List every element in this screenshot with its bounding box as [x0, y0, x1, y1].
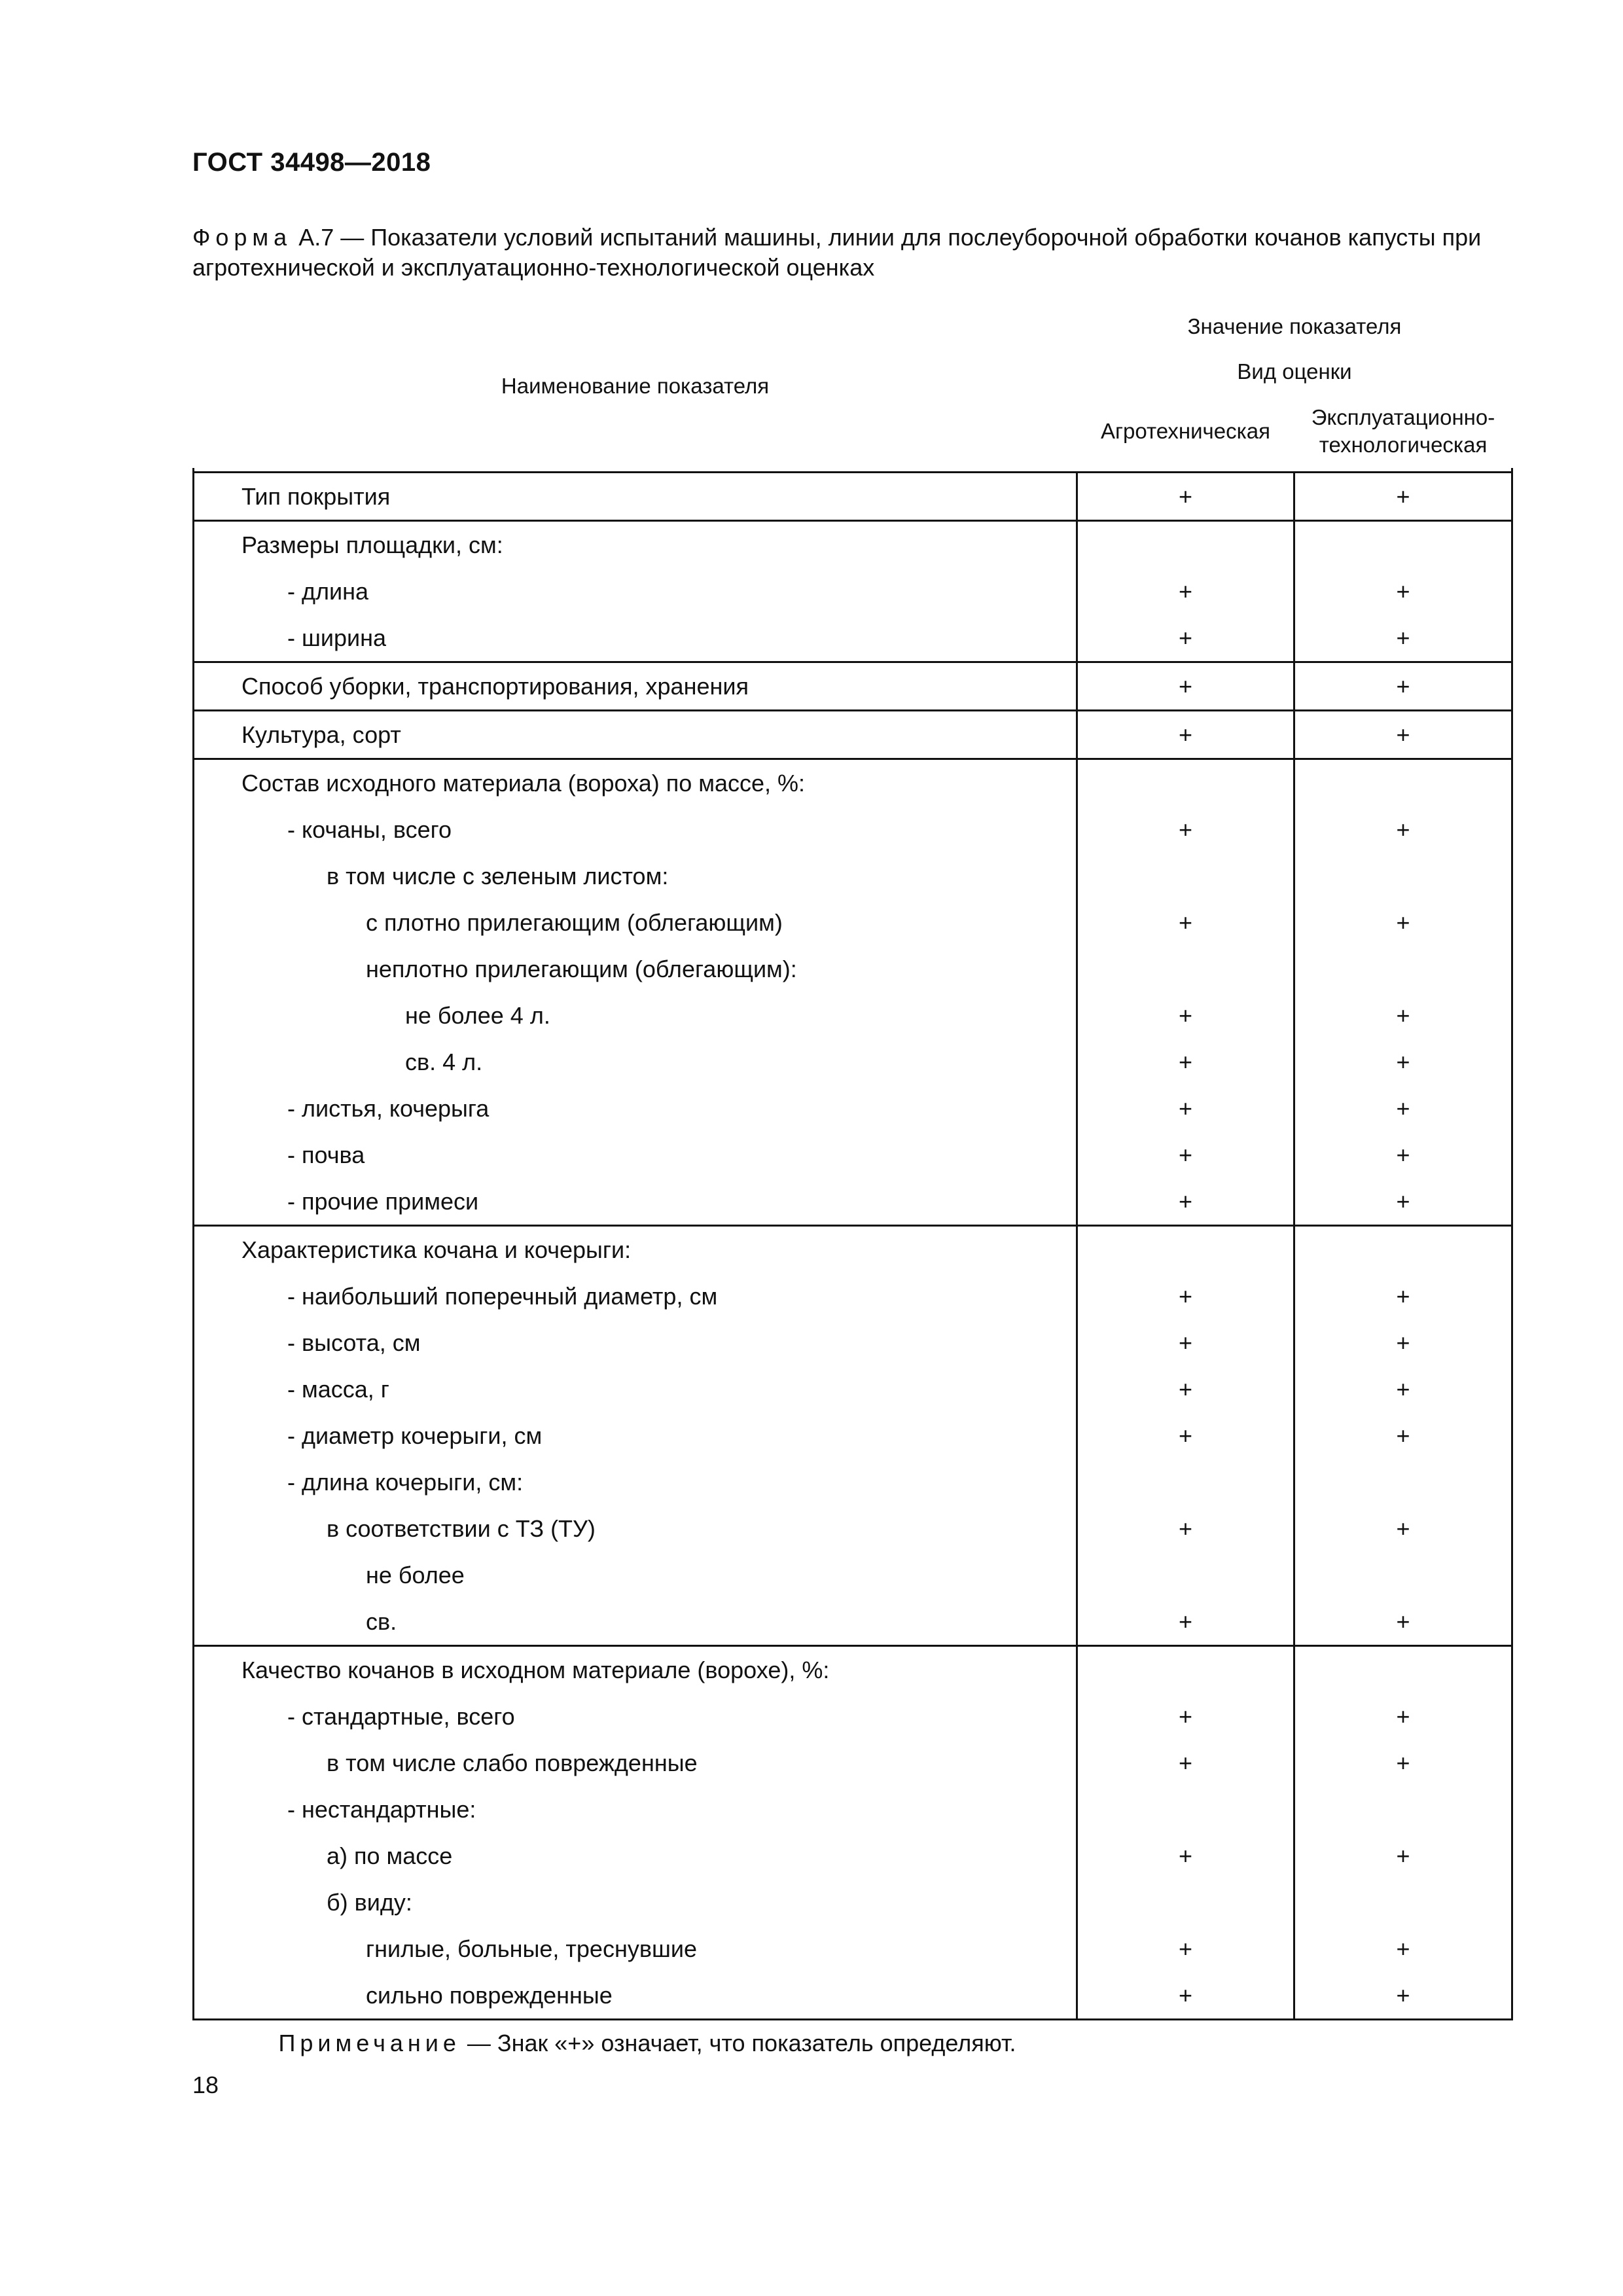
- expl-value: +: [1294, 1926, 1512, 1972]
- indicator-name: в соответствии с ТЗ (ТУ): [194, 1505, 1077, 1552]
- agro-value: +: [1077, 1273, 1294, 1319]
- indicator-name: Размеры площадки, см:: [194, 521, 1077, 569]
- indicator-name: с плотно прилегающим (облегающим): [194, 899, 1077, 946]
- table-row: [194, 1366, 1512, 1412]
- agro-value: +: [1077, 473, 1294, 521]
- row-group: [194, 662, 1512, 711]
- indicator-name: - кочаны, всего: [194, 806, 1077, 853]
- row-group: [194, 1646, 1512, 2020]
- agro-value: [1077, 1459, 1294, 1505]
- indicator-name: Качество кочанов в исходном материале (ворохе), %:: [194, 1646, 1077, 1694]
- indicator-name: - прочие примеси: [194, 1178, 1077, 1226]
- column-header-expl-line2: технологическая: [1319, 432, 1488, 457]
- agro-value: +: [1077, 1366, 1294, 1412]
- indicator-name: Состав исходного материала (вороха) по массе, %:: [194, 759, 1077, 807]
- page-number: 18: [192, 2072, 219, 2098]
- agro-value: +: [1077, 806, 1294, 853]
- row-group: [194, 521, 1512, 662]
- column-header-name: Наименование показателя: [501, 374, 770, 398]
- table-head: [194, 304, 1512, 473]
- agro-value: [1077, 853, 1294, 899]
- table-row: [194, 521, 1512, 569]
- table-row: [194, 1926, 1512, 1972]
- agro-value: +: [1077, 1039, 1294, 1085]
- table-row: [194, 1786, 1512, 1833]
- table-row: [194, 615, 1512, 662]
- agro-value: +: [1077, 899, 1294, 946]
- agro-value: +: [1077, 1972, 1294, 2020]
- agro-value: +: [1077, 1505, 1294, 1552]
- indicator-name: Способ уборки, транспортирования, хранения: [194, 662, 1077, 711]
- column-header-kind: Вид оценки: [1237, 359, 1352, 384]
- indicator-name: Характеристика кочана и кочерыги:: [194, 1226, 1077, 1274]
- expl-value: +: [1294, 1598, 1512, 1646]
- indicator-name: - почва: [194, 1132, 1077, 1178]
- agro-value: +: [1077, 711, 1294, 759]
- column-header-value: Значение показателя: [1187, 314, 1402, 339]
- agro-value: [1077, 521, 1294, 569]
- table-row: [194, 1879, 1512, 1926]
- agro-value: +: [1077, 1178, 1294, 1226]
- table-row: [194, 806, 1512, 853]
- column-header-agro: Агротехническая: [1101, 418, 1270, 443]
- indicator-name: - листья, кочерыга: [194, 1085, 1077, 1132]
- agro-value: +: [1077, 1412, 1294, 1459]
- expl-value: +: [1294, 615, 1512, 662]
- indicator-name: в том числе с зеленым листом:: [194, 853, 1077, 899]
- table-row: [194, 1226, 1512, 1274]
- agro-value: +: [1077, 1926, 1294, 1972]
- form-caption: [192, 223, 1534, 283]
- expl-value: +: [1294, 992, 1512, 1039]
- table-row: [194, 1693, 1512, 1740]
- indicator-name: - диаметр кочерыги, см: [194, 1412, 1077, 1459]
- table-row: [194, 662, 1512, 711]
- table-row: [194, 759, 1512, 807]
- agro-value: [1077, 1879, 1294, 1926]
- indicators-table: [192, 304, 1513, 2066]
- indicator-name: св.: [194, 1598, 1077, 1646]
- indicator-name: - высота, см: [194, 1319, 1077, 1366]
- table-row: [194, 992, 1512, 1039]
- table-row: [194, 1412, 1512, 1459]
- agro-value: +: [1077, 662, 1294, 711]
- indicator-name: - масса, г: [194, 1366, 1077, 1412]
- table-row: [194, 1972, 1512, 2020]
- indicator-name: а) по массе: [194, 1833, 1077, 1879]
- agro-value: +: [1077, 1132, 1294, 1178]
- expl-value: +: [1294, 1972, 1512, 2020]
- agro-value: +: [1077, 992, 1294, 1039]
- note-word: Примечание: [278, 2030, 461, 2056]
- indicator-name: неплотно прилегающим (облегающим):: [194, 946, 1077, 992]
- table-row: [194, 1132, 1512, 1178]
- expl-value: +: [1294, 473, 1512, 521]
- agro-value: +: [1077, 1319, 1294, 1366]
- table-row: [194, 1319, 1512, 1366]
- indicator-name: в том числе слабо поврежденные: [194, 1740, 1077, 1786]
- table-row: [194, 853, 1512, 899]
- expl-value: +: [1294, 1693, 1512, 1740]
- table-row: [194, 1178, 1512, 1226]
- row-group: [194, 1226, 1512, 1646]
- indicator-name: - длина: [194, 568, 1077, 615]
- form-word: Форма: [192, 224, 293, 251]
- indicator-name: не более: [194, 1552, 1077, 1598]
- table-row: [194, 473, 1512, 521]
- expl-value: +: [1294, 806, 1512, 853]
- expl-value: +: [1294, 899, 1512, 946]
- expl-value: +: [1294, 1132, 1512, 1178]
- indicator-name: - ширина: [194, 615, 1077, 662]
- expl-value: +: [1294, 568, 1512, 615]
- indicator-name: - наибольший поперечный диаметр, см: [194, 1273, 1077, 1319]
- expl-value: +: [1294, 1740, 1512, 1786]
- table-row: [194, 1598, 1512, 1646]
- agro-value: [1077, 759, 1294, 807]
- expl-value: +: [1294, 1833, 1512, 1879]
- table-row: [194, 1740, 1512, 1786]
- agro-value: +: [1077, 615, 1294, 662]
- indicator-name: б) виду:: [194, 1879, 1077, 1926]
- expl-value: [1294, 1226, 1512, 1274]
- expl-value: [1294, 853, 1512, 899]
- expl-value: +: [1294, 1505, 1512, 1552]
- column-header-expl-line1: Эксплуатационно-: [1311, 404, 1495, 429]
- row-group: [194, 759, 1512, 1226]
- expl-value: [1294, 759, 1512, 807]
- expl-value: +: [1294, 711, 1512, 759]
- table-row: [194, 899, 1512, 946]
- agro-value: +: [1077, 568, 1294, 615]
- agro-value: [1077, 1786, 1294, 1833]
- expl-value: +: [1294, 1039, 1512, 1085]
- expl-value: +: [1294, 662, 1512, 711]
- expl-value: [1294, 946, 1512, 992]
- table-row: [194, 1833, 1512, 1879]
- indicator-name: гнилые, больные, треснувшие: [194, 1926, 1077, 1972]
- agro-value: [1077, 946, 1294, 992]
- indicator-name: Тип покрытия: [194, 473, 1077, 521]
- expl-value: +: [1294, 1085, 1512, 1132]
- expl-value: [1294, 1459, 1512, 1505]
- expl-value: +: [1294, 1412, 1512, 1459]
- form-caption-text: А.7 — Показатели условий испытаний машины, линии для послеуборочной обработки кочанов капусты при агротехнической и эксплуатационно-технологической оценках: [192, 224, 1482, 281]
- indicator-name: - нестандартные:: [194, 1786, 1077, 1833]
- document-header: ГОСТ 34498—2018: [192, 148, 431, 177]
- column-header-expl: [1294, 395, 1512, 469]
- row-group: [194, 711, 1512, 759]
- agro-value: +: [1077, 1740, 1294, 1786]
- table-row: [194, 711, 1512, 759]
- expl-value: +: [1294, 1178, 1512, 1226]
- note-text: — Знак «+» означает, что показатель определяют.: [460, 2030, 1016, 2056]
- table-row: [194, 1505, 1512, 1552]
- expl-value: [1294, 1786, 1512, 1833]
- expl-value: [1294, 1879, 1512, 1926]
- indicator-name: св. 4 л.: [194, 1039, 1077, 1085]
- indicator-name: не более 4 л.: [194, 992, 1077, 1039]
- agro-value: +: [1077, 1693, 1294, 1740]
- agro-value: +: [1077, 1085, 1294, 1132]
- agro-value: [1077, 1646, 1294, 1694]
- expl-value: +: [1294, 1366, 1512, 1412]
- table-row: [194, 1552, 1512, 1598]
- expl-value: [1294, 1552, 1512, 1598]
- table-row: [194, 568, 1512, 615]
- indicator-name: сильно поврежденные: [194, 1972, 1077, 2020]
- agro-value: [1077, 1226, 1294, 1274]
- row-group: [194, 473, 1512, 521]
- table-row: [194, 1646, 1512, 1694]
- indicator-name: - длина кочерыги, см:: [194, 1459, 1077, 1505]
- table-note: [194, 2020, 1512, 2067]
- agro-value: +: [1077, 1833, 1294, 1879]
- table-row: [194, 1085, 1512, 1132]
- indicator-name: - стандартные, всего: [194, 1693, 1077, 1740]
- table-row: [194, 1273, 1512, 1319]
- table-row: [194, 1459, 1512, 1505]
- table-row: [194, 1039, 1512, 1085]
- expl-value: [1294, 521, 1512, 569]
- expl-value: [1294, 1646, 1512, 1694]
- agro-value: +: [1077, 1598, 1294, 1646]
- agro-value: [1077, 1552, 1294, 1598]
- indicator-name: Культура, сорт: [194, 711, 1077, 759]
- expl-value: +: [1294, 1273, 1512, 1319]
- table-row: [194, 946, 1512, 992]
- expl-value: +: [1294, 1319, 1512, 1366]
